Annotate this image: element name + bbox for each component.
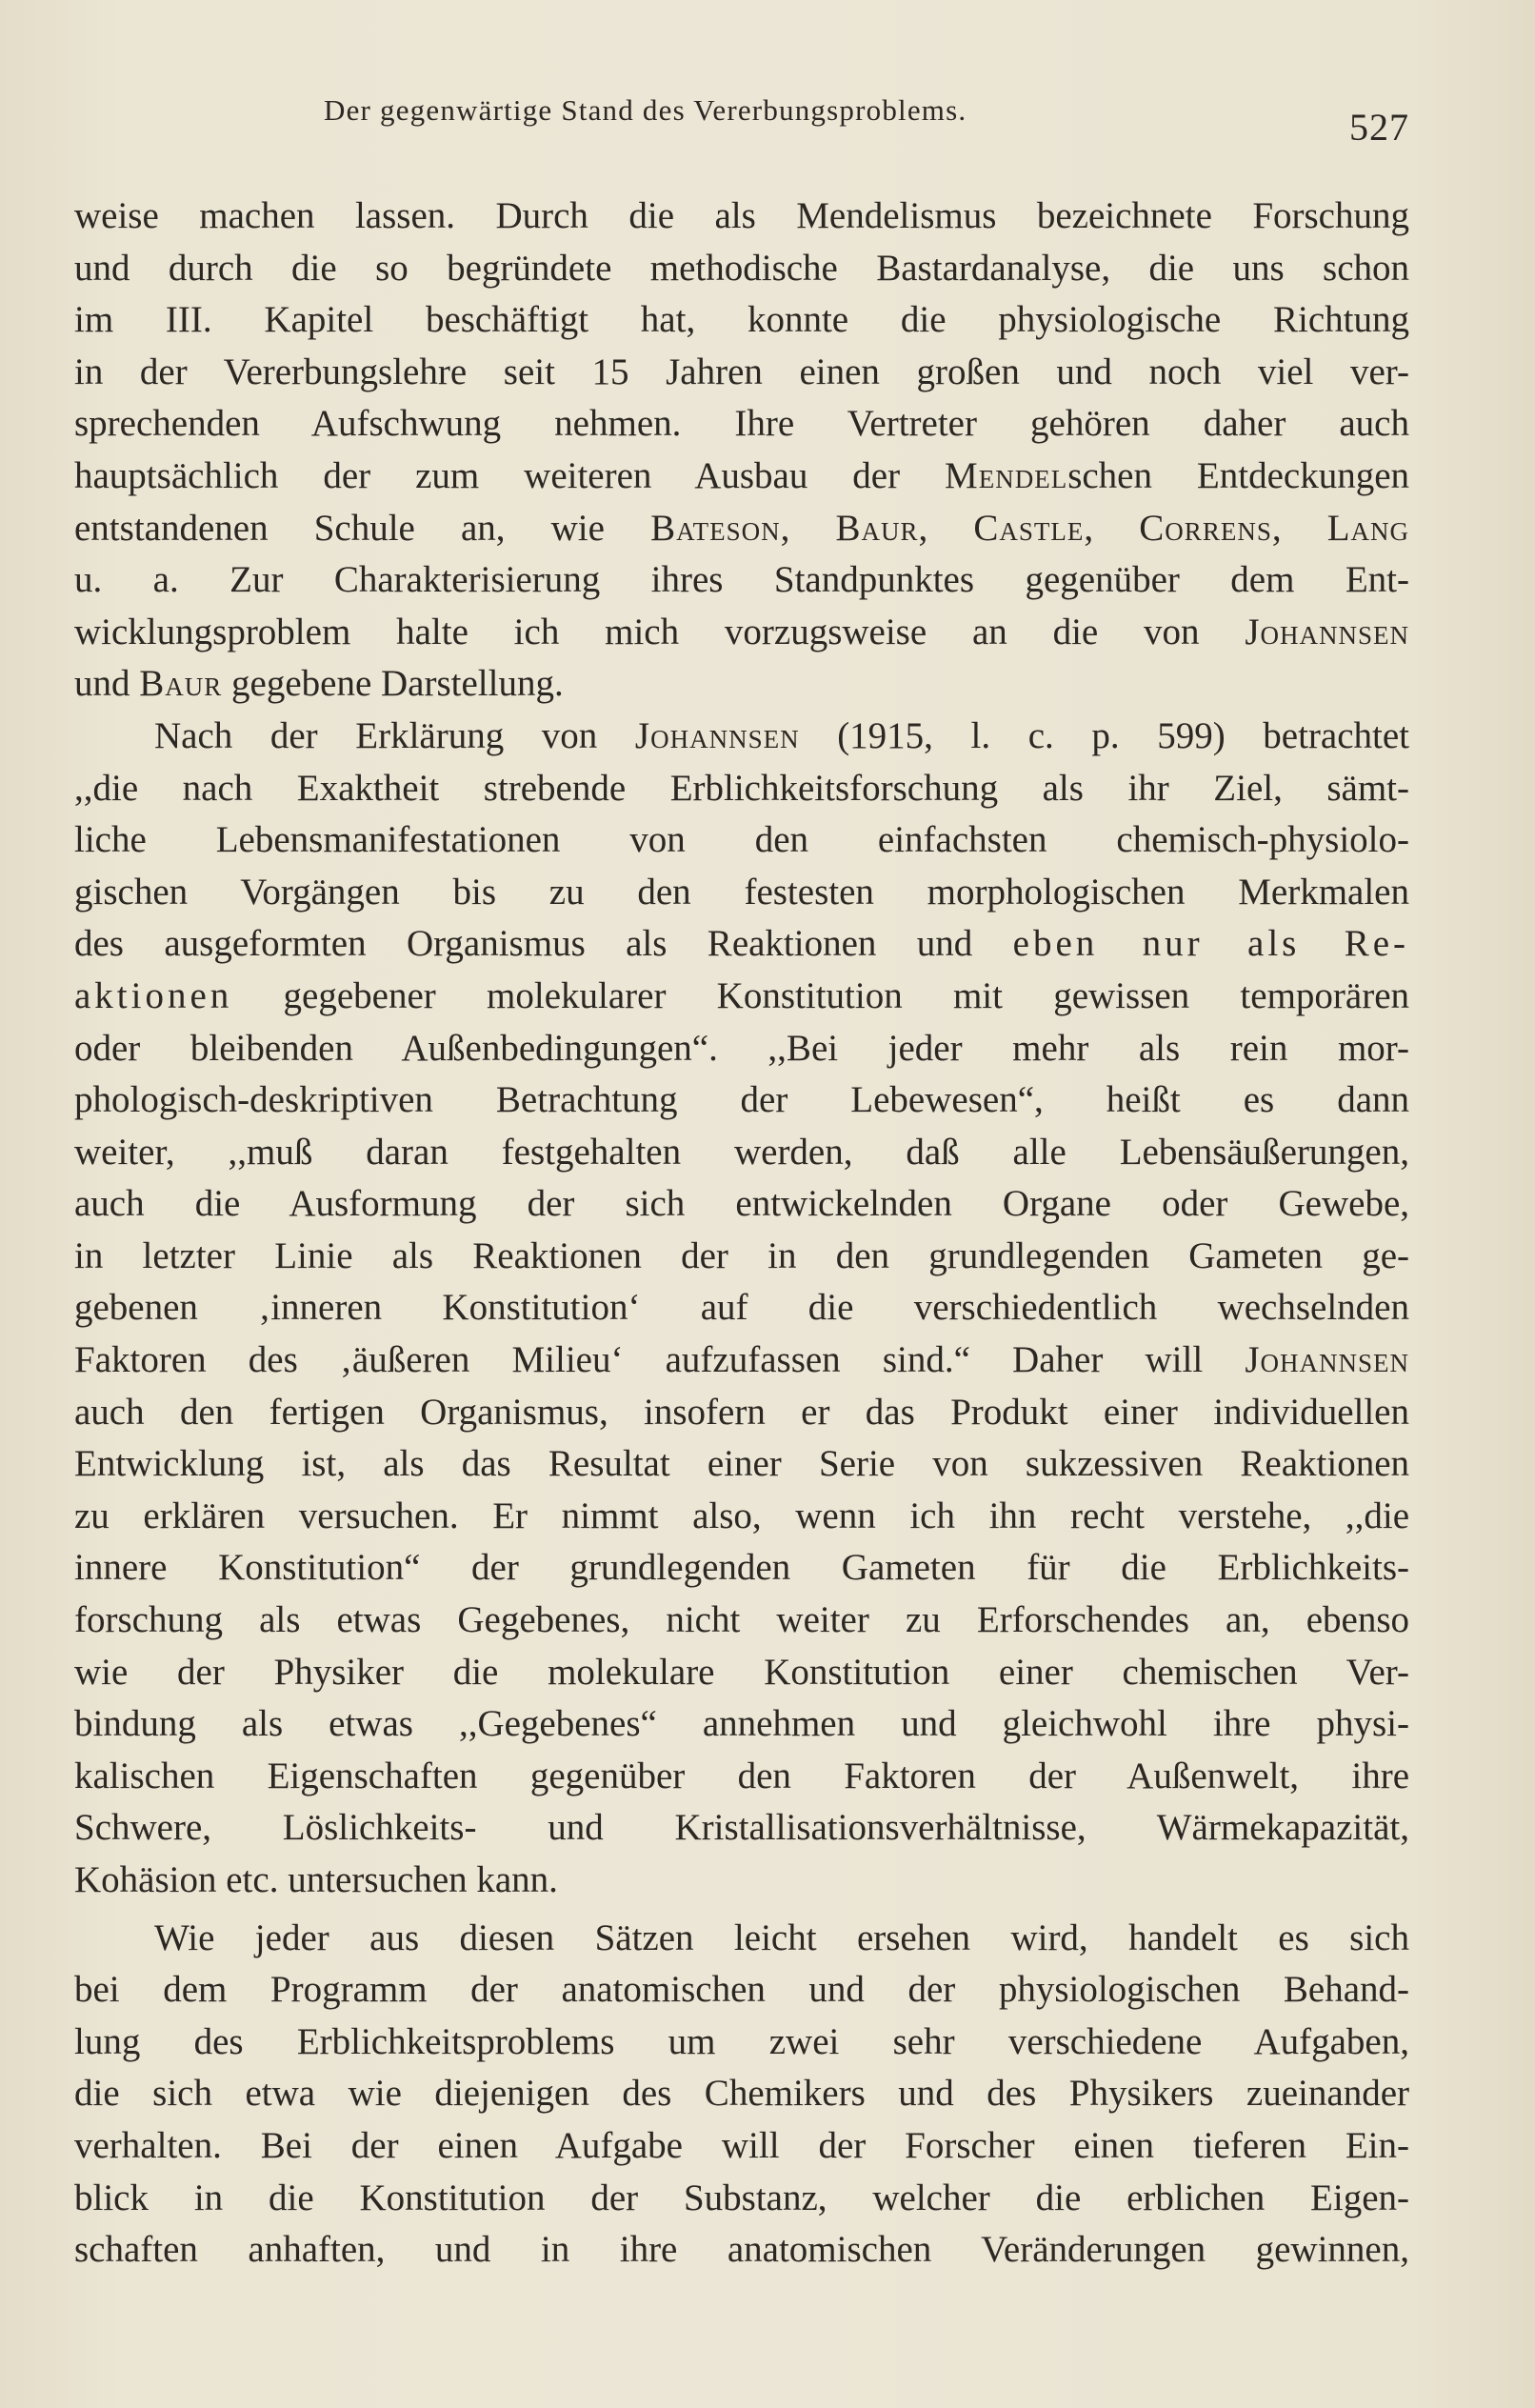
text-line: auch den fertigen Organismus, insofern er das Produkt einer individuellen bbox=[74, 1391, 1409, 1433]
text-segment: wicklungsproblem halte ich mich vorzugsweise an die von bbox=[74, 611, 1200, 652]
text-line: wie der Physiker die molekulare Konstitution einer chemischen Ver- bbox=[74, 1651, 1409, 1693]
text-line: entstandenen Schule an, wie Bateson, Baur, Castle, Correns, Lang bbox=[74, 507, 1409, 549]
text-segment: (1915, l. c. p. 599) betrachtet bbox=[837, 714, 1409, 756]
text-line bbox=[74, 1334, 1409, 1387]
text-line: phologisch-deskriptiven Betrachtung der Lebewesen“, heißt es dann bbox=[74, 1079, 1409, 1121]
page-header bbox=[74, 93, 1409, 150]
body-text bbox=[74, 191, 1409, 2277]
emphasized-text: eben nur als Re- bbox=[1012, 923, 1409, 965]
text-line: schaften anhaften, und in ihre anatomischen Veränderungen gewinnen, bbox=[74, 2229, 1409, 2271]
text-line bbox=[74, 711, 1409, 763]
text-segment: Faktoren des ‚äußeren Milieu‘ aufzufassen sind.“ Daher will bbox=[74, 1339, 1204, 1381]
text-line bbox=[74, 918, 1409, 971]
text-line: oder bleibenden Außenbedingungen“. ,,Bei jeder mehr als rein mor- bbox=[74, 1027, 1409, 1069]
text-segment: entstandenen Schule an, wie bbox=[74, 507, 605, 549]
text-line: gischen Vorgängen bis zu den festesten morphologischen Merkmalen bbox=[74, 871, 1409, 913]
text-line bbox=[74, 607, 1409, 659]
author-name: Lang bbox=[1326, 507, 1409, 549]
text-line: forschung als etwas Gegebenes, nicht weiter zu Erforschendes an, ebenso bbox=[74, 1599, 1409, 1641]
text-segment: schen Entdeckungen bbox=[1067, 454, 1409, 496]
text-line: bei dem Programm der anatomischen und der physiologischen Behand- bbox=[74, 1969, 1409, 2011]
text-line: im III. Kapitel beschäftigt hat, konnte die physiologische Richtung bbox=[74, 299, 1409, 341]
text-line: verhalten. Bei der einen Aufgabe will der Forscher einen tieferen Ein- bbox=[74, 2124, 1409, 2166]
text-line: in der Vererbungslehre seit 15 Jahren einen großen und noch viel ver- bbox=[74, 351, 1409, 392]
text-segment: gegebener molekularer Konstitution mit gewissen temporären bbox=[283, 974, 1409, 1016]
text-line: u. a. Zur Charakterisierung ihres Standpunktes gegenüber dem Ent- bbox=[74, 559, 1409, 601]
author-name: Baur bbox=[835, 507, 919, 549]
text-line: innere Konstitution“ der grundlegenden Gameten für die Erblichkeits- bbox=[74, 1547, 1409, 1589]
author-name: Johannsen bbox=[1245, 611, 1409, 652]
text-segment: Nach der Erklärung von bbox=[154, 714, 598, 756]
text-line: kalischen Eigenschaften gegenüber den Faktoren der Außenwelt, ihre bbox=[74, 1755, 1409, 1796]
author-name: Bateson bbox=[650, 507, 781, 549]
text-line: lung des Erblichkeitsproblems um zwei sehr verschiedene Aufgaben, bbox=[74, 2020, 1409, 2062]
text-line: liche Lebensmanifestationen von den einfachsten chemisch-physiolo- bbox=[74, 819, 1409, 861]
text-segment: des ausgeformten Organismus als Reaktionen und bbox=[74, 923, 973, 965]
text-line: Kohäsion etc. untersuchen kann. bbox=[74, 1859, 558, 1900]
text-line: in letzter Linie als Reaktionen der in den grundlegenden Gameten ge- bbox=[74, 1234, 1409, 1276]
text-line: Wie jeder aus diesen Sätzen leicht ersehen wird, handelt es sich bbox=[154, 1916, 1409, 1958]
text-segment: und bbox=[74, 663, 130, 705]
text-line: gebenen ‚inneren Konstitution‘ auf die verschiedentlich wechselnden bbox=[74, 1287, 1409, 1329]
emphasized-text: aktionen bbox=[74, 974, 233, 1016]
text-line: zu erklären versuchen. Er nimmt also, wenn ich ihn recht verstehe, ,,die bbox=[74, 1495, 1409, 1536]
page-number: 527 bbox=[1349, 106, 1409, 149]
paragraph bbox=[74, 191, 1409, 711]
paragraph bbox=[74, 711, 1409, 1907]
author-name: Mendel bbox=[945, 454, 1068, 496]
text-line: bindung als etwas ,,Gegebenes“ annehmen und gleichwohl ihre physi- bbox=[74, 1703, 1409, 1745]
author-name: Baur bbox=[139, 663, 223, 705]
text-line: auch die Ausformung der sich entwickelnden Organe oder Gewebe, bbox=[74, 1183, 1409, 1225]
text-segment: hauptsächlich der zum weiteren Ausbau der bbox=[74, 454, 901, 496]
text-line bbox=[74, 658, 1409, 711]
text-segment: gegebene Darstellung. bbox=[231, 663, 564, 705]
text-line: ,,die nach Exaktheit strebende Erblichkeitsforschung als ihr Ziel, sämt- bbox=[74, 767, 1409, 809]
author-name: Castle bbox=[973, 507, 1085, 549]
text-line: Schwere, Löslichkeits- und Kristallisationsverhältnisse, Wärmekapazität, bbox=[74, 1807, 1409, 1849]
paragraph bbox=[74, 1913, 1409, 2277]
text-line: und durch die so begründete methodische Bastardanalyse, die uns schon bbox=[74, 247, 1409, 289]
author-name: Correns bbox=[1139, 507, 1272, 549]
text-line: weise machen lassen. Durch die als Mendelismus bezeichnete Forschung bbox=[74, 195, 1409, 236]
text-line bbox=[74, 451, 1409, 503]
text-line: die sich etwa wie diejenigen des Chemikers und des Physikers zueinander bbox=[74, 2073, 1409, 2115]
author-name: Johannsen bbox=[1245, 1339, 1409, 1381]
text-line: Entwicklung ist, als das Resultat einer Serie von sukzessiven Reaktionen bbox=[74, 1443, 1409, 1485]
author-name: Johannsen bbox=[634, 714, 800, 756]
text-line: sprechenden Aufschwung nehmen. Ihre Vertreter gehören daher auch bbox=[74, 403, 1409, 445]
text-line: weiter, ,,muß daran festgehalten werden, daß alle Lebensäußerungen, bbox=[74, 1131, 1409, 1173]
text-line: blick in die Konstitution der Substanz, welcher die erblichen Eigen- bbox=[74, 2177, 1409, 2218]
text-line bbox=[74, 971, 1409, 1023]
running-title: Der gegenwärtige Stand des Vererbungsproblems. bbox=[324, 93, 967, 127]
